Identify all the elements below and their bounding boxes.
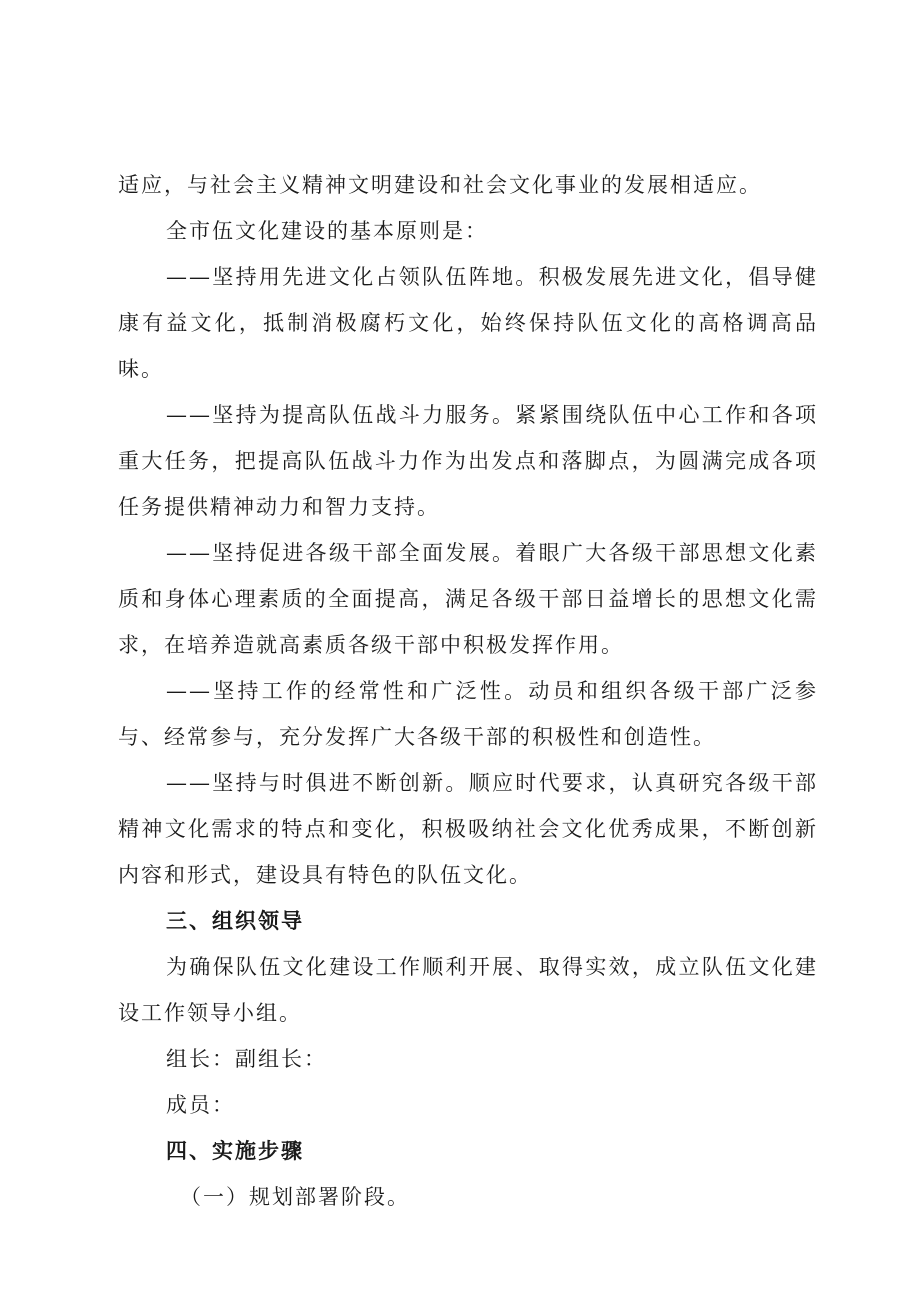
document-body	[118, 162, 818, 1220]
paragraph-principle-5: ——坚持与时俱进不断创新。顺应时代要求，认真研究各级干部精神文化需求的特点和变化，积极吸纳社会文化优秀成果，不断创新内容和形式，建设具有特色的队伍文化。	[118, 771, 818, 887]
paragraph-principle-2: ——坚持为提高队伍战斗力服务。紧紧围绕队伍中心工作和各项重大任务，把提高队伍战斗力作为出发点和落脚点，为圆满完成各项任务提供精神动力和智力支持。	[118, 403, 818, 519]
paragraph-members-line: 成员：	[166, 1093, 235, 1117]
paragraph-principle-4: ——坚持工作的经常性和广泛性。动员和组织各级干部广泛参与、经常参与，充分发挥广大各级干部的积极性和创造性。	[118, 679, 818, 749]
paragraph-step-1: （一）规划部署阶段。	[180, 1185, 410, 1209]
paragraph-principles-intro: 全市伍文化建设的基本原则是：	[166, 219, 488, 243]
paragraph-continuation: 适应，与社会主义精神文明建设和社会文化事业的发展相适应。	[118, 173, 762, 197]
section-heading-organization: 三、组织领导	[166, 909, 304, 933]
paragraph-principle-3: ——坚持促进各级干部全面发展。着眼广大各级干部思想文化素质和身体心理素质的全面提高，满足各级干部日益增长的思想文化需求，在培养造就高素质各级干部中积极发挥作用。	[118, 541, 818, 657]
section-heading-implementation: 四、实施步骤	[166, 1139, 304, 1163]
paragraph-leader-line: 组长：副组长：	[166, 1047, 327, 1071]
paragraph-organization-body: 为确保队伍文化建设工作顺利开展、取得实效，成立队伍文化建设工作领导小组。	[118, 955, 818, 1025]
paragraph-principle-1: ——坚持用先进文化占领队伍阵地。积极发展先进文化，倡导健康有益文化，抵制消极腐朽文化，始终保持队伍文化的高格调高品味。	[118, 265, 818, 381]
